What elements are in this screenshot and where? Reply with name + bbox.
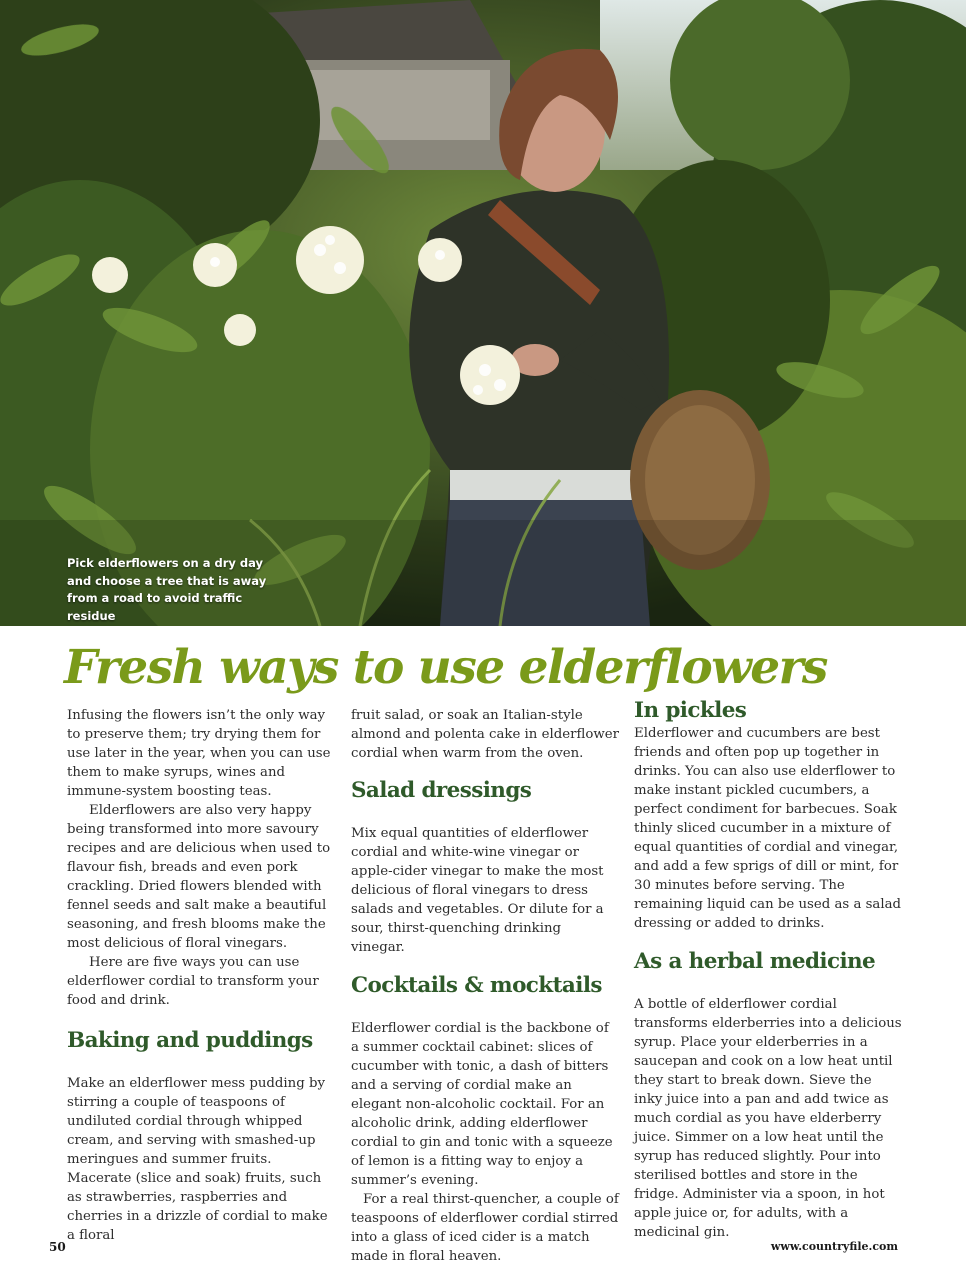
page-number: 50 (49, 1240, 66, 1254)
heading-cocktails: Cocktails & mocktails (351, 973, 602, 998)
column-2 (351, 706, 619, 1266)
cocktails-paragraph-1: Elderflower cordial is the backbone of a summer cocktail cabinet: slices of cucumber with tonic, a dash of bitters and a serving of cordial make an elegant non-alcoholic cocktail. For an alcoholic drink, adding elderflower cordial to gin and tonic with a squeeze of lemon is a fitting way to enjoy a summer’s evening. (351, 1021, 613, 1188)
pickles-paragraph: Elderflower and cucumbers are best friends and often pop up together in drinks. You can also use elderflower to make instant pickled cucumbers, a perfect condiment for barbecues. Soak thinly sliced cucumber in a mixture of equal quantities of cordial and vinegar, and add a few sprigs of dill or mint, for 30 minutes before serving. The remaining liquid can be used as a salad dressing or added to drinks. (634, 726, 902, 931)
heading-baking: Baking and puddings (67, 1028, 313, 1053)
column-3 (634, 698, 904, 1242)
hero-photo (0, 0, 966, 626)
website-url: www.countryfile.com (770, 1240, 898, 1253)
intro-paragraph-1: Infusing the flowers isn’t the only way to preserve them; try drying them for use later in the year, when you can use them to make syrups, wines and immune-system boosting teas. (67, 708, 331, 799)
column-1 (67, 706, 335, 1245)
baking-paragraph-continued: fruit salad, or soak an Italian-style almond and polenta cake in elderflower cordial when warm from the oven. (351, 708, 619, 761)
photo-caption: Pick elderflowers on a dry day and choose a tree that is away from a road to avoid traffic residue (67, 556, 267, 623)
cocktails-paragraph-2: For a real thirst-quencher, a couple of teaspoons of elderflower cordial stirred into a glass of iced cider is a match made in floral heaven. (351, 1192, 619, 1264)
intro-paragraph-3: Here are five ways you can use elderflower cordial to transform your food and drink. (67, 955, 319, 1008)
salad-paragraph: Mix equal quantities of elderflower cordial and white-wine vinegar or apple-cider vinegar to make the most delicious of floral vinegars to dress salads and vegetables. Or dilute for a sour, thirst-quenching drinking vinegar. (351, 826, 604, 955)
heading-salad-dressings: Salad dressings (351, 778, 532, 803)
medicine-paragraph: A bottle of elderflower cordial transforms elderberries into a delicious syrup. Place your elderberries in a saucepan and cook on a low heat until they start to break down. Sieve the inky juice into a pan and add twice as much cordial as you have elderberry juice. Simmer on a low heat until the syrup has reduced slightly. Pour into sterilised bottles and store in the fridge. Administer via a spoon, in hot apple juice or, for adults, with a medicinal gin. (634, 997, 902, 1240)
intro-paragraph-2: Elderflowers are also very happy being transformed into more savoury recipes and are delicious when used to flavour fish, breads and even pork crackling. Dried flowers blended with fennel seeds and salt make a beautiful seasoning, and fresh blooms make the most delicious of floral vinegars. (67, 803, 331, 951)
heading-pickles: In pickles (634, 698, 747, 723)
heading-herbal-medicine: As a herbal medicine (634, 949, 876, 974)
article-headline: Fresh ways to use elderflowers (64, 640, 827, 695)
garden-scene-illustration (0, 0, 966, 626)
baking-paragraph: Make an elderflower mess pudding by stirring a couple of teaspoons of undiluted cordial through whipped cream, and serving with smashed-up meringues and summer fruits. Macerate (slice and soak) fruits, such as strawberries, raspberries and cherries in a drizzle of cordial to make a floral (67, 1076, 328, 1243)
